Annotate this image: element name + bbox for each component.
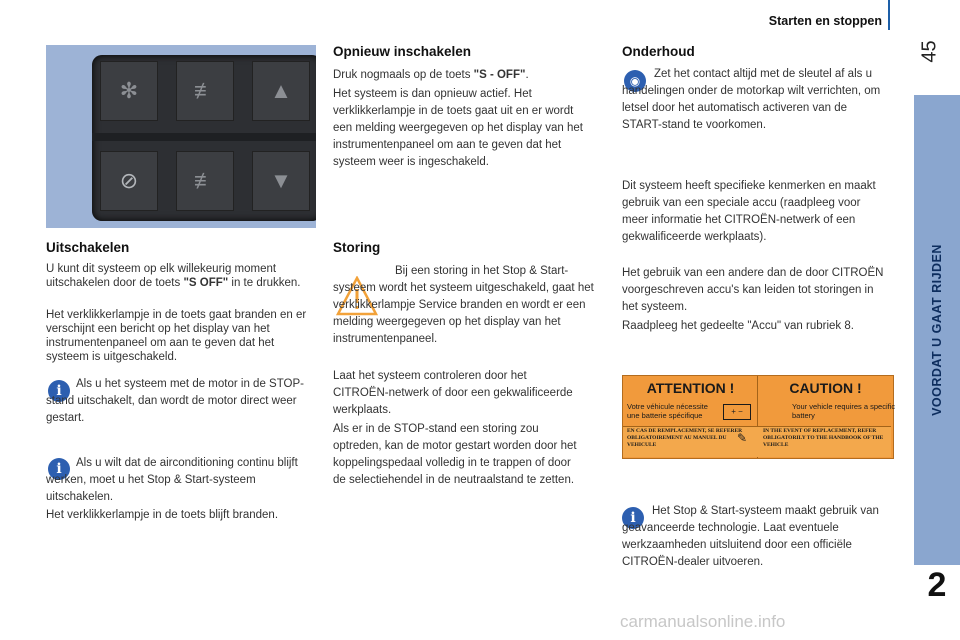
button-panel [92,55,316,221]
fog-light-icon: ≢ [176,61,234,121]
paragraph-onderhoud-2: Dit systeem heeft specifieke kenmerken en maakt gebruik van een speciale accu (raadpleeg voor meer informatie het CITROËN-netwerk of een gekwalificeerde werkplaats). [622,180,876,243]
paragraph-storing-2: Laat het systeem controleren door het CITROËN-netwerk of door een gekwalificeerde werkplaats. [333,370,573,416]
book-icon: ✎ [737,431,748,445]
paragraph-uitschakelen-2: Het verklikkerlampje in de toets gaat branden en er verschijnt een bericht op het display van het instrumentenpaneel om aan te geven dat het systeem is uitgeschakeld. [46,309,307,363]
section-storing [333,240,380,255]
label-caution: CAUTION ! [789,380,862,396]
stop-start-off-icon: ⊘ [100,151,158,211]
heading-storing: Storing [333,240,381,255]
page-number: 45 [918,40,941,63]
panel-slot [92,133,316,141]
section-opnieuw-inschakelen [333,44,471,59]
paragraph-inschakelen-1 [333,67,603,84]
note-motor-restart: Als u het systeem met de motor in de STOP-stand uitschakelt, dan wordt de motor direct weer gestart. [46,378,304,424]
battery-warning-label [622,375,894,459]
down-arrow-icon: ▼ [252,151,310,211]
up-arrow-icon: ▲ [252,61,310,121]
section-uitschakelen [46,240,129,255]
rear-fog-light-icon: ≢ [176,151,234,211]
paragraph-storing-1: Bij een storing in het Stop & Start-systeem wordt het systeem uitgeschakeld, gaat het verklikkerlampje Service branden en wordt er een melding weergegeven op het display van het instrumentenpaneel. [333,265,594,345]
label-fr-sub: Votre véhicule nécessite une batterie spécifique [627,402,708,420]
watermark: carmanualsonline.info [620,612,786,631]
text: in te drukken. [228,277,301,289]
label-en-small: IN THE EVENT OF REPLACEMENT, REFER OBLIGATORILY TO THE HANDBOOK OF THE VEHICLE [763,428,884,448]
info-icon: i [48,458,70,480]
paragraph-onderhoud-3: Het gebruik van een andere dan de door CITROËN voorgeschreven accu's kan leiden tot storingen in het systeem. [622,267,884,313]
info-icon: i [622,507,644,529]
text: U kunt dit systeem op elk willekeurig moment uitschakelen door de toets [46,263,277,289]
s-off-key: "S - OFF" [473,69,526,81]
label-en-sub: Your vehicle requires a specific battery [792,402,896,420]
eye-icon: ◉ [624,70,646,92]
label-fr-small: EN CAS DE REMPLACEMENT, SE REFERER OBLIGATOIREMENT AU MANUEL DU VEHICULE [627,428,743,448]
section-onderhoud [622,44,695,59]
paragraph-inschakelen-2: Het systeem is dan opnieuw actief. Het verklikkerlampje in de toets gaat uit en er wordt een melding weergegeven op het display van het instrumentenpaneel om aan te geven dat het systeem weer is ingeschakeld. [333,88,583,168]
paragraph-uitschakelen-3: Het verklikkerlampje in de toets blijft branden. [46,509,279,521]
paragraph-storing-3: Als er in de STOP-stand een storing zou optreden, kan de motor gestart worden door het koppelingspedaal volledig in te trappen of door de selectiehendel in de neutraalstand te zetten. [333,423,577,486]
text: . [525,69,529,81]
s-off-key: "S OFF" [183,277,229,289]
battery-icon: + − [723,404,751,420]
header-divider [888,0,890,30]
text: Druk nogmaals op de toets [333,69,474,81]
chapter-number: 2 [927,566,947,604]
heading-uitschakelen: Uitschakelen [46,240,130,255]
paragraph-onderhoud-4: Raadpleeg het gedeelte "Accu" van rubriek 8. [622,320,854,332]
heading-onderhoud: Onderhoud [622,44,695,59]
info-icon: i [48,380,70,402]
note-airconditioning: Als u wilt dat de airconditioning continu blijft werken, moet u het Stop & Start-systeem uitschakelen. [46,457,298,503]
page-header-title: Starten en stoppen [768,14,882,28]
paragraph-uitschakelen-1 [46,262,316,290]
fan-icon: ✻ [100,61,158,121]
control-panel-photo [46,45,316,228]
heading-opnieuw-inschakelen: Opnieuw inschakelen [333,44,472,59]
note-technology: Het Stop & Start-systeem maakt gebruik van geavanceerde technologie. Laat eventuele werkzaamheden uitsluitend door een officiële CITROËN-dealer uitvoeren. [622,505,879,568]
paragraph-onderhoud-1: Zet het contact altijd met de sleutel af als u handelingen onder de motorkap wilt verrichten, om letsel door het automatisch activeren van de START-stand te voorkomen. [622,68,881,131]
label-attention: ATTENTION ! [646,380,735,396]
